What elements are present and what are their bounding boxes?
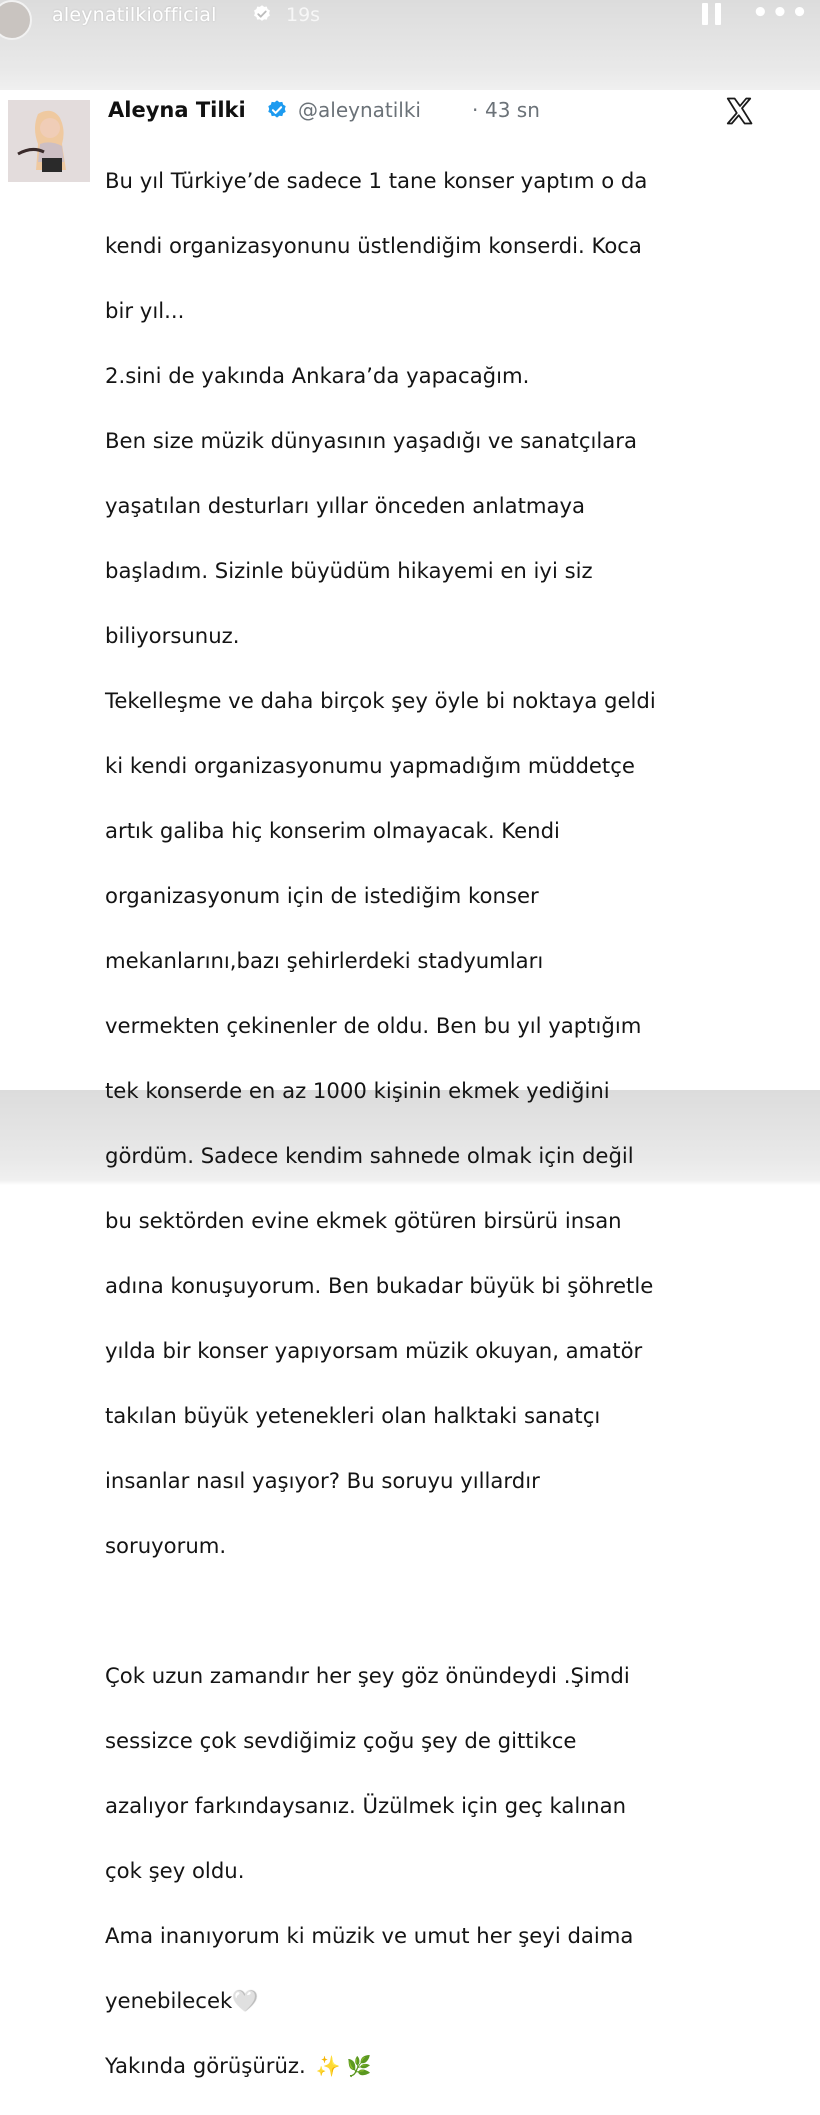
tweet-line: tek konserde en az 1000 kişinin ekmek yediğini — [105, 1077, 610, 1103]
tweet-card — [0, 90, 820, 2078]
tweet-line: azalıyor farkındaysanız. Üzülmek için geç kalınan — [105, 1792, 627, 1818]
tweet-line: başladım. Sizinle büyüdüm hikayemi en iyi siz — [105, 557, 593, 583]
story-time-ago: 19s — [286, 4, 321, 26]
tweet-line-text: yenebilecek — [105, 1987, 233, 2013]
meta-separator: · — [472, 98, 479, 122]
tweet-line: yılda bir konser yapıyorsam müzik okuyan, amatör — [105, 1337, 643, 1363]
story-verified-badge-icon — [252, 4, 272, 24]
display-name[interactable]: Aleyna Tilki — [108, 98, 246, 122]
sparkles-icon: ✨ — [315, 2053, 341, 2078]
pause-icon[interactable] — [700, 3, 724, 25]
tweet-line: soruyorum. — [105, 1532, 227, 1558]
verified-badge-icon — [266, 99, 288, 121]
tweet-line: kendi organizasyonunu üstlendiğim konserdi. Koca — [105, 232, 642, 258]
profile-avatar[interactable] — [8, 100, 90, 182]
story-header — [0, 0, 820, 40]
tweet-line: vermekten çekinenler de oldu. Ben bu yıl yaptığım — [105, 1012, 642, 1038]
tweet-line: sessizce çok sevdiğimiz çoğu şey de gittikce — [105, 1727, 577, 1753]
tweet-line: 2.sini de yakında Ankara’da yapacağım. — [105, 362, 530, 388]
tweet-timestamp[interactable]: 43 sn — [485, 98, 540, 122]
more-icon[interactable]: ••• — [752, 0, 811, 28]
tweet-line: bir yıl... — [105, 297, 185, 323]
herb-icon: 🌿 — [346, 2053, 372, 2078]
tweet-line: biliyorsunuz. — [105, 622, 240, 648]
tweet-line: takılan büyük yetenekleri olan halktaki sanatçı — [105, 1402, 601, 1428]
tweet-line: mekanlarını,bazı şehirlerdeki stadyumları — [105, 947, 544, 973]
tweet-line: çok şey oldu. — [105, 1857, 245, 1883]
user-handle[interactable]: @aleynatilki — [298, 98, 421, 122]
story-avatar[interactable] — [0, 0, 32, 40]
tweet-line: gördüm. Sadece kendim sahnede olmak için değil — [105, 1142, 634, 1168]
tweet-line: Tekelleşme ve daha birçok şey öyle bi noktaya geldi — [105, 687, 656, 713]
tweet-line: Ben size müzik dünyasının yaşadığı ve sanatçılara — [105, 427, 637, 453]
tweet-line: Çok uzun zamandır her şey göz önündeydi .Şimdi — [105, 1662, 630, 1688]
story-username[interactable]: aleynatilkiofficial — [52, 4, 217, 26]
white-heart-icon: 🤍 — [232, 1988, 259, 2013]
tweet-line: ki kendi organizasyonumu yapmadığım müddetçe — [105, 752, 635, 778]
tweet-line: artık galiba hiç konserim olmayacak. Kendi — [105, 817, 560, 843]
tweet-line: insanlar nasıl yaşıyor? Bu soruyu yıllardır — [105, 1467, 540, 1493]
tweet-line: bu sektörden evine ekmek götüren birsürü insan — [105, 1207, 622, 1233]
tweet-line: Ama inanıyorum ki müzik ve umut her şeyi daima — [105, 1922, 634, 1948]
avatar-photo — [8, 100, 90, 182]
tweet-line: adına konuşuyorum. Ben bukadar büyük bi şöhretle — [105, 1272, 654, 1298]
tweet-line-heart — [105, 1985, 805, 2018]
tweet-line: yaşatılan desturları yıllar önceden anlatmaya — [105, 492, 586, 518]
tweet-last-line — [105, 2050, 805, 2083]
x-logo-icon[interactable] — [722, 96, 756, 126]
tweet-line-text: Yakında görüşürüz. — [105, 2052, 306, 2078]
tweet-body — [105, 132, 805, 2115]
tweet-line: organizasyonum için de istediğim konser — [105, 882, 539, 908]
tweet-line — [105, 1595, 805, 1628]
tweet-line: Bu yıl Türkiye’de sadece 1 tane konser yaptım o da — [105, 167, 648, 193]
